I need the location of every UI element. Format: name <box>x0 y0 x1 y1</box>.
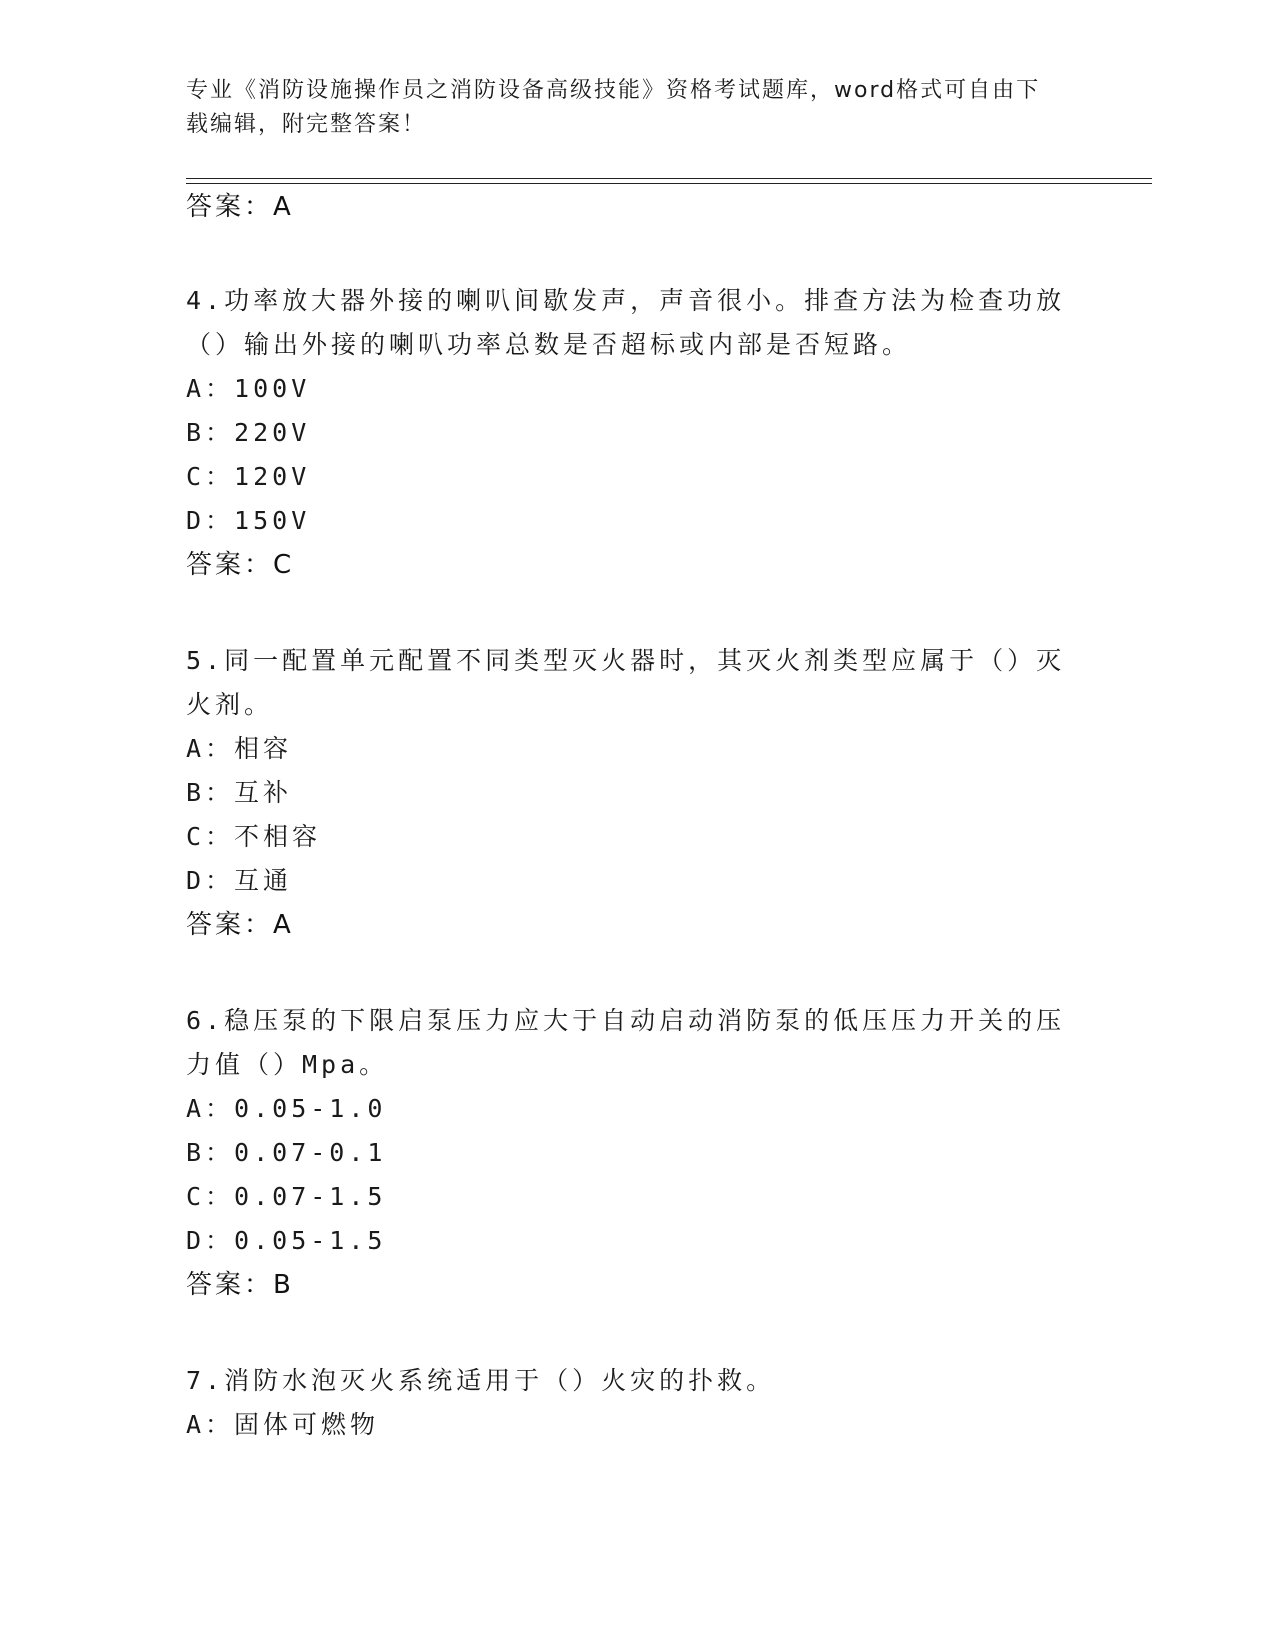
header-line-1: 专业《消防设施操作员之消防设备高级技能》资格考试题库，word格式可自由下 <box>186 78 1041 103</box>
answer: 答案：A <box>186 910 294 940</box>
question-stem-line: （）输出外接的喇叭功率总数是否超标或内部是否短路。 <box>186 330 912 359</box>
option-a: A：相容 <box>186 734 293 763</box>
answer-q3: 答案：A <box>186 192 294 222</box>
question-stem-line: 力值（）Mpa。 <box>186 1050 389 1079</box>
question-stem-line: 4.功率放大器外接的喇叭间歇发声，声音很小。排查方法为检查功放 <box>186 286 1066 315</box>
header-divider-top <box>186 178 1152 179</box>
question-stem-line: 6.稳压泵的下限启泵压力应大于自动启动消防泵的低压压力开关的压 <box>186 1006 1066 1035</box>
option-c: C：不相容 <box>186 822 322 851</box>
option-a: A：0.05-1.0 <box>186 1094 387 1123</box>
answer: 答案：C <box>186 550 295 580</box>
header-divider-bottom <box>186 183 1152 184</box>
option-d: D：0.05-1.5 <box>186 1226 387 1255</box>
option-c: C：120V <box>186 462 311 491</box>
answer: 答案：B <box>186 1270 294 1300</box>
option-b: B：220V <box>186 418 311 447</box>
option-d: D：150V <box>186 506 311 535</box>
document-header <box>186 74 1066 142</box>
option-b: B：互补 <box>186 778 293 807</box>
option-a: A：固体可燃物 <box>186 1410 380 1439</box>
question-stem-line: 7.消防水泡灭火系统适用于（）火灾的扑救。 <box>186 1366 776 1395</box>
header-line-2: 载编辑，附完整答案！ <box>186 112 427 137</box>
option-b: B：0.07-0.1 <box>186 1138 387 1167</box>
question-stem-line: 5.同一配置单元配置不同类型灭火器时，其灭火剂类型应属于（）灭 <box>186 646 1066 675</box>
option-d: D：互通 <box>186 866 293 895</box>
option-c: C：0.07-1.5 <box>186 1182 387 1211</box>
question-stem-line: 火剂。 <box>186 690 274 719</box>
option-a: A：100V <box>186 374 311 403</box>
